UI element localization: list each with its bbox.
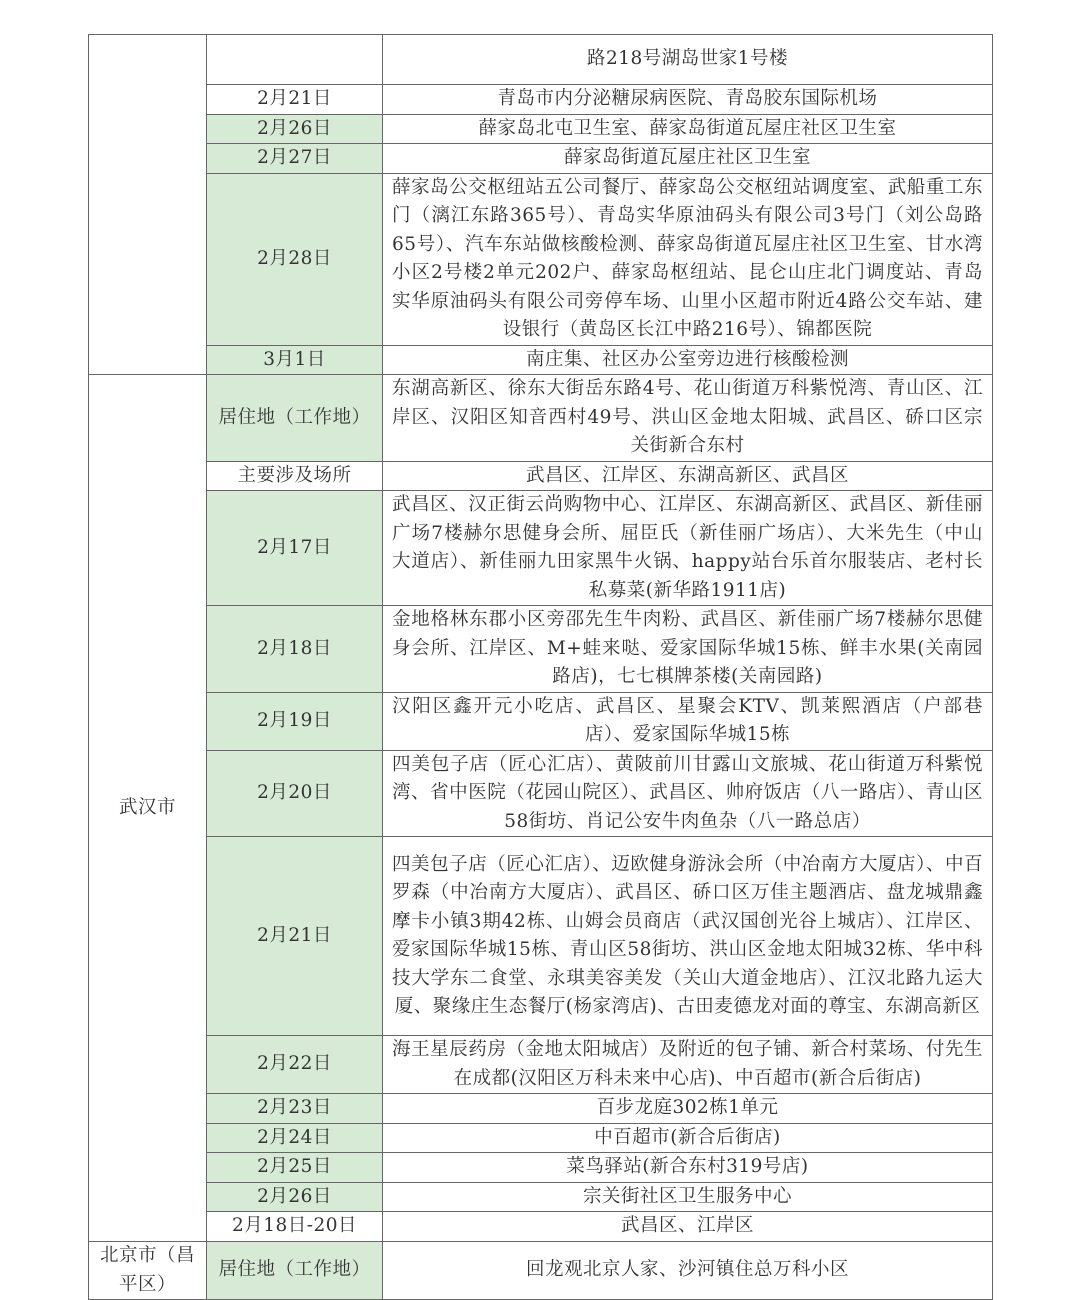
places-cell: 武昌区、江岸区 [383, 1212, 993, 1242]
places-cell: 中百超市(新合后街店) [383, 1123, 993, 1153]
date-cell: 居住地（工作地） [207, 375, 383, 462]
table-row [89, 692, 993, 750]
places-cell: 金地格林东郡小区旁邵先生牛肉粉、武昌区、新佳丽广场7楼赫尔思健身会所、江岸区、M+蛙来哒、爱家国际华城15栋、鲜丰水果(关南园路店)，七七棋牌茶楼(关南园路) [383, 606, 993, 693]
table-row [89, 114, 993, 144]
table-row [89, 606, 993, 693]
table-row [89, 345, 993, 375]
places-cell: 东湖高新区、徐东大街岳东路4号、花山街道万科紫悦湾、青山区、江岸区、汉阳区知音西村49号、洪山区金地太阳城、武昌区、硚口区宗关街新合东村 [383, 375, 993, 462]
table-row [89, 144, 993, 174]
epidemic-locations-table [88, 34, 993, 1300]
date-cell: 居住地（工作地） [207, 1242, 383, 1300]
places-cell: 薛家岛公交枢纽站五公司餐厅、薛家岛公交枢纽站调度室、武船重工东门（漓江东路365号）、青岛实华原油码头有限公司3号门（刘公岛路65号）、汽车东站做核酸检测、薛家岛街道瓦屋庄社区卫生室、甘水湾小区2号楼2单元202户、薛家岛枢纽站、昆仑山庄北门调度站、青岛实华原油码头有限公司旁停车场、山里小区超市附近4路公交车站、建设银行（黄岛区长江中路216号）、锦都医院 [383, 173, 993, 345]
table-row [89, 85, 993, 115]
places-cell: 武昌区、汉正街云尚购物中心、江岸区、东湖高新区、武昌区、新佳丽广场7楼赫尔思健身会所、屈臣氏（新佳丽广场店）、大米先生（中山大道店）、新佳丽九田家黑牛火锅、happy站台乐首尔服装店、老村长私募菜(新华路1911店) [383, 491, 993, 606]
places-cell: 路218号湖岛世家1号楼 [383, 35, 993, 85]
date-cell: 2月20日 [207, 750, 383, 837]
table-row [89, 491, 993, 606]
date-cell: 2月26日 [207, 1182, 383, 1212]
places-cell: 宗关街社区卫生服务中心 [383, 1182, 993, 1212]
date-cell: 2月26日 [207, 114, 383, 144]
places-cell: 青岛市内分泌糖尿病医院、青岛胶东国际机场 [383, 85, 993, 115]
places-cell: 南庄集、社区办公室旁边进行核酸检测 [383, 345, 993, 375]
table-row [89, 1094, 993, 1124]
date-cell [207, 35, 383, 85]
city-cell: 武汉市 [89, 375, 207, 1242]
date-cell: 2月25日 [207, 1153, 383, 1183]
date-cell: 2月18日-20日 [207, 1212, 383, 1242]
date-cell: 2月23日 [207, 1094, 383, 1124]
table-row [89, 375, 993, 462]
date-cell: 2月24日 [207, 1123, 383, 1153]
places-cell: 武昌区、江岸区、东湖高新区、武昌区 [383, 461, 993, 491]
places-cell: 菜鸟驿站(新合东村319号店) [383, 1153, 993, 1183]
table-row [89, 1123, 993, 1153]
places-cell: 四美包子店（匠心汇店）、迈欧健身游泳会所（中冶南方大厦店）、中百罗森（中冶南方大厦店）、武昌区、硚口区万佳主题酒店、盘龙城鼎鑫摩卡小镇3期42栋、山姆会员商店（武汉国创光谷上城店）、江岸区、爱家国际华城15栋、青山区58街坊、洪山区金地太阳城32栋、华中科技大学东二食堂、永琪美容美发（关山大道金地店）、江汉北路九运大厦、聚缘庄生态餐厅(杨家湾店)、古田麦德龙对面的尊宝、东湖高新区 [383, 837, 993, 1036]
date-cell: 2月28日 [207, 173, 383, 345]
city-cell [89, 35, 207, 375]
city-cell: 北京市（昌平区） [89, 1242, 207, 1300]
table-row [89, 173, 993, 345]
table-row [89, 1036, 993, 1094]
date-cell: 2月22日 [207, 1036, 383, 1094]
table-row [89, 1242, 993, 1300]
places-cell: 汉阳区鑫开元小吃店、武昌区、星聚会KTV、凯莱熙酒店（户部巷店）、爱家国际华城15栋 [383, 692, 993, 750]
places-cell: 薛家岛北屯卫生室、薛家岛街道瓦屋庄社区卫生室 [383, 114, 993, 144]
date-cell: 2月17日 [207, 491, 383, 606]
date-cell: 2月21日 [207, 85, 383, 115]
date-cell: 2月18日 [207, 606, 383, 693]
date-cell: 2月27日 [207, 144, 383, 174]
date-cell: 2月21日 [207, 837, 383, 1036]
table-row [89, 1182, 993, 1212]
table-row [89, 837, 993, 1036]
date-cell: 3月1日 [207, 345, 383, 375]
table-body [89, 35, 993, 1300]
table-row [89, 35, 993, 85]
places-cell: 百步龙庭302栋1单元 [383, 1094, 993, 1124]
table-row [89, 750, 993, 837]
table-row [89, 461, 993, 491]
places-cell: 回龙观北京人家、沙河镇住总万科小区 [383, 1242, 993, 1300]
table-row [89, 1212, 993, 1242]
places-cell: 薛家岛街道瓦屋庄社区卫生室 [383, 144, 993, 174]
date-cell: 主要涉及场所 [207, 461, 383, 491]
table-row [89, 1153, 993, 1183]
date-cell: 2月19日 [207, 692, 383, 750]
places-cell: 四美包子店（匠心汇店）、黄陂前川甘露山文旅城、花山街道万科紫悦湾、省中医院（花园山院区）、武昌区、帅府饭店（八一路店）、青山区58街坊、肖记公安牛肉鱼杂（八一路总店） [383, 750, 993, 837]
places-cell: 海王星辰药房（金地太阳城店）及附近的包子铺、新合村菜场、付先生在成都(汉阳区万科未来中心店)、中百超市(新合后街店) [383, 1036, 993, 1094]
